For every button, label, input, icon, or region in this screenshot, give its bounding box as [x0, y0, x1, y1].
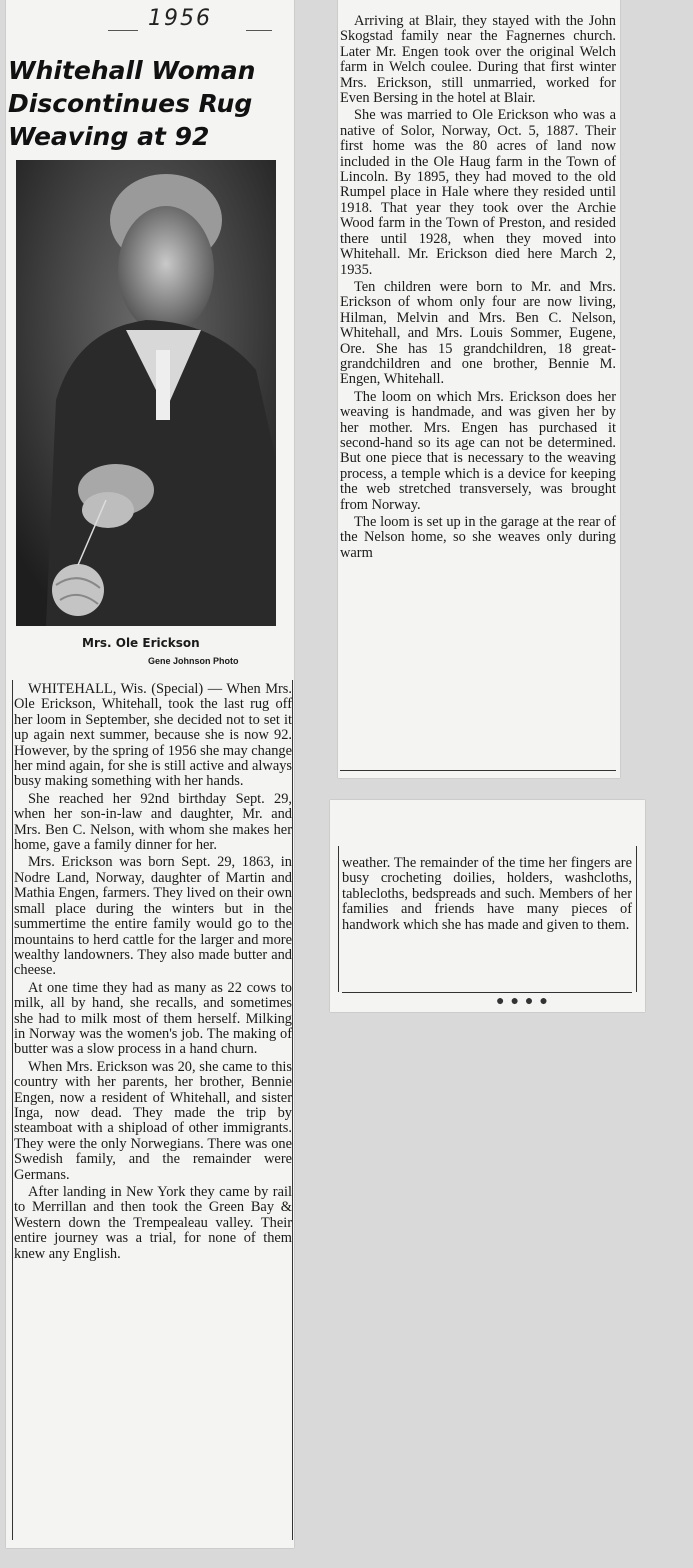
paragraph: The loom on which Mrs. Erickson does her weaving is handmade, and was given her by her mother. Mrs. Engen has purchased it second-hand so its age can not be determined. But one piece that is necessary to the weaving process, a temple which is a device for keeping the web stretched transversely, was brought from Norway. — [340, 388, 616, 513]
year-note: 1956 — [148, 6, 212, 31]
year-dash-right — [246, 30, 272, 31]
portrait-photo — [16, 160, 276, 626]
photo-credit: Gene Johnson Photo — [148, 656, 239, 666]
headline: Whitehall Woman Discontinues Rug Weaving at 92 — [8, 56, 256, 151]
paragraph: At one time they had as many as 22 cows to milk, all by hand, she recalls, and sometimes she had to milk most of them herself. Milking in Norway was the women's job. The making of butter was a slow process in a hand churn. — [14, 979, 292, 1058]
column-rule-left-3 — [338, 846, 339, 992]
column-end-rule — [340, 770, 616, 771]
column-rule-right-3 — [636, 846, 637, 992]
column-rule-right — [292, 680, 293, 1540]
paragraph: She reached her 92nd birthday Sept. 29, when her son-in-law and daughter, Mr. and Mrs. Ben C. Nelson, with whom she makes her home, gave a family dinner for her. — [14, 790, 292, 854]
paragraph: Ten children were born to Mr. and Mrs. Erickson of whom only four are now living, Hilman, Melvin and Mrs. Ben C. Nelson, Whitehall, and Mrs. Louis Sommer, Eugene, Ore. She has 15 grandchildren, 18 great-grandchildren and one brother, Bennie M. Engen, Whitehall. — [340, 278, 616, 388]
article-end-rule — [342, 992, 632, 993]
year-dash-left — [108, 30, 138, 31]
paragraph: weather. The remainder of the time her fingers are busy crocheting doilies, holders, washcloths, tablecloths, bedspreads and such. Members of her families and friends have many pieces of handwork which she has made and given to them. — [342, 855, 632, 933]
paragraph: Mrs. Erickson was born Sept. 29, 1863, in Nodre Land, Norway, daughter of Martin and Mathia Engen, farmers. They lived on their own small place during the winters but in the summertime the entire family would go to the mountains to herd cattle for the larger and more wealthy landowners. They also made butter and cheese. — [14, 854, 292, 979]
paragraph: She was married to Ole Erickson who was a native of Solor, Norway, Oct. 5, 1887. Their first home was the 80 acres of land now included in the Ole Haug farm in the Town of Lincoln. By 1895, they had moved to the old Rumpel place in Hale where they resided until 1918. That year they took over the Archie Wood farm in the Town of Preston, and resided there until 1928, when they moved into Whitehall. Mr. Erickson died here March 2, 1935. — [340, 107, 616, 278]
end-dots-decoration: ●●●● — [496, 994, 554, 1009]
paragraph: Arriving at Blair, they stayed with the John Skogstad family near the Fagnernes church. Later Mr. Engen took over the original Welch farm in Welch coulee. During that first winter Mrs. Erickson, still unmarried, worked for Even Bersing in the hotel at Blair. — [340, 13, 616, 107]
photo-caption: Mrs. Ole Erickson — [82, 636, 200, 650]
article-column-2 — [340, 14, 616, 563]
article-column-3 — [342, 856, 632, 935]
article-column-1 — [14, 682, 292, 1264]
paragraph: The loom is set up in the garage at the rear of the Nelson home, so she weaves only during warm — [340, 514, 616, 561]
paragraph: When Mrs. Erickson was 20, she came to this country with her parents, her brother, Bennie Engen, now a resident of Whitehall, and sister Inga, now dead. They made the trip by steamboat with a shipload of other immigrants. They were the only Norwegians. There was one Swedish family, and the remainder were Germans. — [14, 1058, 292, 1183]
paragraph: WHITEHALL, Wis. (Special) — When Mrs. Ole Erickson, Whitehall, took the last rug off her loom in September, she decided not to set it up again next summer, because she is now 92. However, by the spring of 1956 she may change her mind again, for she is still active and always busy making something with her hands. — [14, 681, 292, 790]
column-rule-left — [12, 680, 13, 1540]
paragraph: After landing in New York they came by rail to Merrillan and then took the Green Bay & Western down the Trempealeau valley. Their entire journey was a trial, for none of them knew any English. — [14, 1184, 292, 1262]
